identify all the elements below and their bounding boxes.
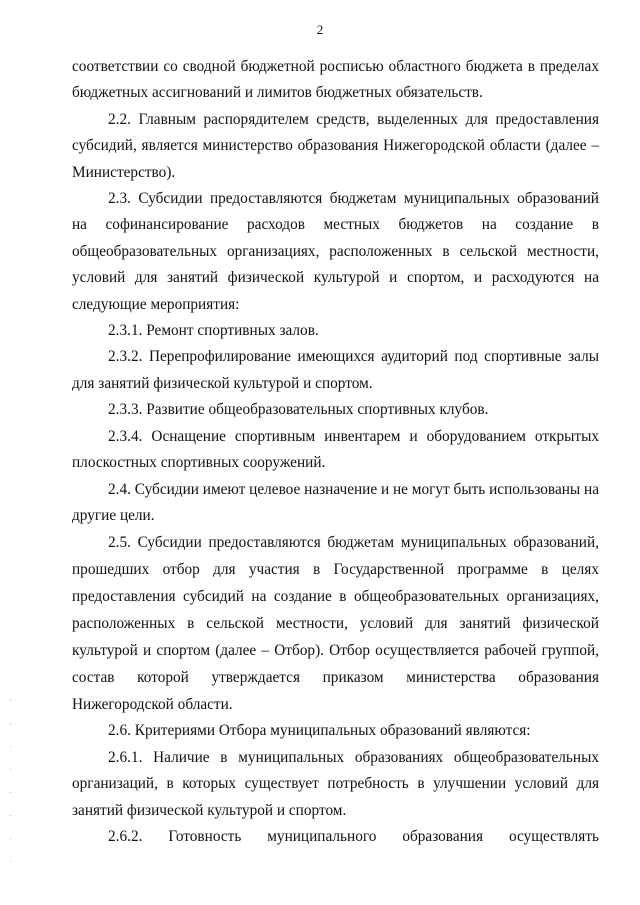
paragraph-2-3-1: 2.3.1. Ремонт спортивных залов.	[108, 322, 319, 340]
paragraph-2-3-4: 2.3.4. Оснащение спортивным инвентарем и оборудованием открытых плоскостных спортивных сооружений.	[72, 427, 599, 472]
paragraph-2-3-3: 2.3.3. Развитие общеобразовательных спортивных клубов.	[108, 401, 489, 419]
paragraph-2-3: 2.3. Субсидии предоставляются бюджетам муниципальных образований на софинансирование расходов местных бюджетов на создание в общеобразовательных организациях, расположенных в сельской местности, условий для занятий физической культурой и спортом, и расходуются на следующие мероприятия:	[72, 190, 599, 313]
paragraph-2-3-2: 2.3.2. Перепрофилирование имеющихся аудиторий под спортивные залы для занятий физической культурой и спортом.	[72, 348, 599, 392]
page-number: 2	[316, 22, 324, 37]
paragraph-2-2: 2.2. Главным распорядителем средств, выделенных для предоставления субсидий, является министерство образования Нижегородской области (далее – Министерство).	[72, 110, 599, 181]
paragraph-continuation: соответствии со сводной бюджетной росписью областного бюджета в пределах бюджетных ассигнований и лимитов бюджетных обязательств.	[72, 58, 599, 102]
scan-edge-marks	[10, 700, 12, 900]
paragraph-2-6-2: 2.6.2. Готовность муниципального образования осуществлять	[108, 827, 599, 845]
paragraph-2-6: 2.6. Критериями Отбора муниципальных образований являются:	[108, 722, 531, 740]
paragraph-2-4: 2.4. Субсидии имеют целевое назначение и не могут быть использованы на другие цели.	[72, 480, 599, 524]
paragraph-2-6-1: 2.6.1. Наличие в муниципальных образованиях общеобразовательных организаций, в которых существует потребность в улучшении условий для занятий физической культурой и спортом.	[72, 748, 599, 819]
document-body	[72, 54, 599, 850]
paragraph-2-5: 2.5. Субсидии предоставляются бюджетам муниципальных образований, прошедших отбор для участия в Государственной программе в целях предоставления субсидий на создание в общеобразовательных организациях, расположенных в сельской местности, условий для занятий физической культурой и спортом (далее – Отбор). Отбор осуществляется рабочей группой, состав которой утверждается приказом министерства образования Нижегородской области.	[72, 534, 599, 714]
